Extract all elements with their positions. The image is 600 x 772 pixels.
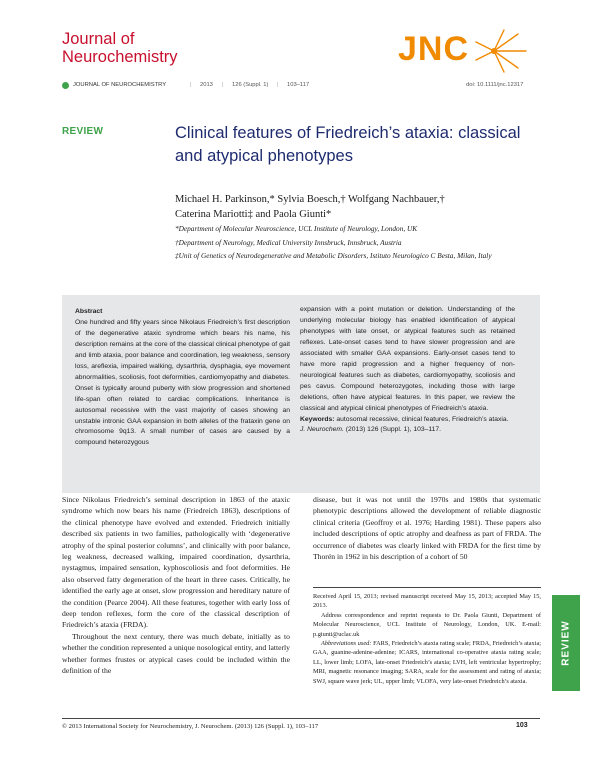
citation-details: (2013) 126 (Suppl. 1), 103–117.	[345, 426, 441, 434]
citation-journal: J. Neurochem.	[300, 426, 344, 434]
body-paragraph: disease, but it was not until the 1970s and 1980s that systematic phenotypic descriptions allowed the development of reliable diagnostic clinical criteria (Geoffroy et al. 1976; Harding 1981). These papers also included descriptions of optic atrophy and deafness as part of FRDA. The occurrence of diabetes was clearly linked with FRDA for the first time by Thorén in 1962 in his description of a cohort of 50	[313, 495, 541, 562]
footnote-divider	[313, 587, 541, 588]
author-list	[175, 192, 540, 222]
keywords-label: Keywords:	[300, 415, 335, 423]
meta-year: 2013	[200, 82, 213, 88]
meta-pages: 103–117	[287, 82, 310, 88]
side-tab-label: REVIEW	[560, 620, 572, 666]
body-paragraph: Throughout the next century, there was much debate, initially as to whether the condition represented a unique nosological entity, and latterly whether formes frustes or atypical cases could be included within the definition of the	[62, 631, 290, 676]
abbreviations-label: Abbreviations used:	[321, 640, 372, 648]
journal-title-line1: Journal of	[62, 30, 135, 48]
abstract-left-text: One hundred and fifty years since Nikolaus Friedreich’s first description of the degenerative ataxic syndrome which bears his name, his description remains at the core of the classical clinical phenotype of gait and limb ataxia, poor balance and coordination, leg weakness, sensory loss, areflexia, impaired walking, dysarthria, dysphagia, eye movement abnormalities, scoliosis, foot deformities, cardiomyopathy and diabetes. Onset is typically around puberty with slow progression and shortened life-span often related to cardiac complications. Inheritance is autosomal recessive with the vast majority of cases showing an unstable intronic GAA expansion in both alleles of the frataxin gene on chromosome 9q13. A small number of cases are caused by a compound heterozygous	[75, 318, 290, 447]
meta-separator: |	[222, 82, 224, 88]
received-dates: Received April 15, 2013; revised manuscript received May 15, 2013; accepted May 15, 2013.	[313, 593, 541, 610]
body-paragraph: Since Nikolaus Friedreich’s seminal description in 1863 of the ataxic syndrome which now bears his name (Friedreich 1863), descriptions of the clinical phenotype have evolved and extended. Friedreich initially described six patients in two families, pathologically with ‘degenerative atrophy of the spinal posterior columns’, and clinically with poor balance, leg weakness, decreased walking, impaired coordination, dysarthria, nystagmus, impaired sensation, kyphoscoliosis and foot deformities. He also observed fatty degeneration of the heart in three cases. Critically, he identified the early age at onset, slow progression and hereditary nature of the condition (Pearce 2004). All these features, together with early loss of deep tendon reflexes, form the core of the classical description of Friedreich’s ataxia (FRDA).	[62, 495, 290, 630]
meta-doi[interactable]: doi: 10.1111/jnc.12317	[466, 82, 524, 88]
abstract-heading: Abstract	[75, 308, 103, 315]
body-right-column	[313, 494, 541, 562]
article-type-label: REVIEW	[62, 126, 104, 137]
affiliations	[175, 222, 540, 263]
abstract-left-column	[75, 307, 290, 449]
green-dot-icon	[62, 82, 69, 89]
journal-title	[62, 30, 222, 66]
meta-separator: |	[190, 82, 192, 88]
abbreviations: FARS, Friedreich’s ataxia rating scale; FRDA, Friedreich’s ataxia; GAA, guanine-adenine-adenine; ICARS, international co-operative ataxia rating scale; LL, lower limb; LOFA, late-onset Friedreich’s ataxia; LVH, left ventricular hypertrophy; MRI, magnetic resonance imaging; SARA, scale for the assessment and rating of ataxia; SWJ, square wave jerk; UL, upper limb; VLOFA, very late-onset Friedreich’s ataxia.	[313, 640, 541, 685]
authors-line1: Michael H. Parkinson,* Sylvia Boesch,† Wolfgang Nachbauer,†	[175, 194, 445, 205]
body-left-column	[62, 494, 290, 677]
affiliation-1: *Department of Molecular Neuroscience, UCL Institute of Neurology, London, UK	[175, 224, 418, 233]
abstract-right-text: expansion with a point mutation or deletion. Understanding of the underlying molecular biology has enabled identification of atypical phenotypes with late onset, or atypical features such as retained reflexes. Late-onset cases tend to have slower progression and are associated with smaller GAA expansions. Early-onset cases tend to have more rapid progression and a higher frequency of non-neurological features such as diabetes, cardiomyopathy, scoliosis and pes cavus. Compound heterozygotes, including those with large deletions, often have atypical features. In this paper, we review the classical and atypical clinical phenotypes of Friedreich’s ataxia.	[300, 306, 515, 412]
review-side-tab	[552, 595, 580, 691]
authors-line2: Caterina Mariotti‡ and Paola Giunti*	[175, 209, 332, 220]
starburst-icon	[474, 28, 528, 74]
article-title: Clinical features of Friedreich’s ataxia: classical and atypical phenotypes	[175, 124, 521, 165]
page-number: 103	[516, 722, 528, 729]
affiliation-3: ‡Unit of Genetics of Neurodegenerative and Metabolic Disorders, Istituto Neurologico C Besta, Milan, Italy	[175, 251, 492, 260]
meta-journal-name: JOURNAL OF NEUROCHEMISTRY	[73, 82, 167, 88]
copyright-line: © 2013 International Society for Neurochemistry, J. Neurochem. (2013) 126 (Suppl. 1), 103–117	[62, 723, 319, 730]
journal-title-line2: Neurochemistry	[62, 48, 178, 66]
meta-supplement: 126 (Suppl. 1)	[232, 82, 269, 88]
meta-separator: |	[277, 82, 279, 88]
jnc-logo	[398, 28, 528, 74]
footer-divider	[62, 718, 540, 719]
footnotes	[313, 592, 541, 686]
abstract-box	[62, 295, 540, 493]
correspondence: Address correspondence and reprint requests to Dr. Paola Giunti, Department of Molecular Neuroscience, UCL Institute of Neurology, London, UK. E-mail: p.giunti@uclac.uk	[313, 611, 541, 638]
abstract-right-column	[300, 305, 515, 436]
keywords: autosomal recessive, clinical features, Friedreich’s ataxia.	[336, 415, 509, 423]
affiliation-2: †Department of Neurology, Medical University Innsbruck, Innsbruck, Austria	[175, 237, 402, 247]
logo-text: JNC	[398, 30, 470, 68]
journal-meta-bar	[62, 82, 540, 92]
